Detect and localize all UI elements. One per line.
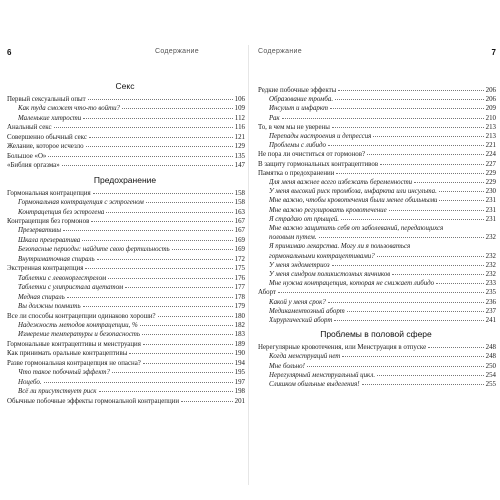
toc-entry: [256, 343, 496, 352]
toc-entry: [256, 371, 496, 380]
toc-entry-title: Я принимаю лекарства. Могу ли я пользоваться: [269, 243, 411, 251]
toc-entry: [256, 178, 496, 187]
toc-entry: [256, 114, 496, 123]
toc-entry: [5, 387, 245, 396]
toc-entry-title: Медная спираль: [18, 293, 65, 301]
toc-entry: [5, 152, 245, 161]
toc-entry-page: 169: [234, 236, 245, 244]
toc-section-title: Проблемы в половой сфере: [320, 329, 432, 340]
leader-dots: [125, 287, 232, 288]
toc-entry-page: 129: [234, 143, 245, 151]
toc-entry-page: 112: [234, 114, 245, 122]
toc-entry-title: Для меня важнее всего избежать беременности: [269, 179, 413, 187]
toc-entry-title: Все ли способы контрацепции одинаково хороши?: [7, 312, 156, 320]
toc-entry-title: У меня высокий риск тромбоза, инфаркта или инсульта.: [269, 188, 437, 196]
toc-entry-page: 135: [234, 152, 245, 160]
right-running-head: [256, 48, 496, 60]
page-gutter: [248, 45, 249, 485]
toc-entry: [5, 142, 245, 151]
toc-entry-page: 241: [485, 317, 496, 325]
toc-entry-title: Контрацепция без эстрогена: [18, 208, 105, 216]
leader-dots: [332, 127, 484, 128]
toc-entry-title: Таблетки с левоноргестрелом: [18, 274, 107, 282]
toc-entry-title: Мне важно защитить себя от заболеваний, передающихся: [269, 225, 444, 233]
toc-entry-title: Желание, которое исчезло: [7, 143, 84, 151]
toc-entry: [256, 252, 496, 261]
toc-entry-title: Слишком обильные выделения!: [269, 381, 360, 389]
leader-dots: [330, 108, 484, 109]
toc-entry: [256, 362, 496, 371]
toc-entry-page: 232: [485, 261, 496, 269]
toc-entry-page: 194: [234, 359, 245, 367]
leader-dots: [112, 372, 233, 373]
toc-entry: [256, 224, 496, 233]
toc-entry: [256, 86, 496, 95]
toc-entry-page: 232: [485, 271, 496, 279]
leader-dots: [319, 237, 484, 238]
left-page-number: 6: [7, 48, 12, 57]
toc-entry-title: Большое «О»: [7, 152, 47, 160]
toc-entry: [5, 293, 245, 302]
toc-entry-page: 163: [234, 208, 245, 216]
leader-dots: [373, 136, 483, 137]
leader-dots: [129, 353, 232, 354]
toc-entry: [5, 208, 245, 217]
right-page-number: 7: [491, 48, 496, 57]
toc-entry-title: Проблемы с либидо: [269, 142, 326, 150]
toc-entry-title: Обычные побочные эффекты гормональной контрацепции: [7, 397, 180, 405]
toc-entry-page: 236: [485, 298, 496, 306]
leader-dots: [86, 146, 233, 147]
toc-entry-title: «Библия оргазма»: [7, 162, 60, 170]
leader-dots: [85, 268, 232, 269]
leader-dots: [342, 356, 483, 357]
leader-dots: [108, 278, 232, 279]
toc-entry-page: 178: [234, 293, 245, 301]
toc-entry-title: У меня синдром поликистозных яичников: [269, 271, 391, 279]
toc-entry: [256, 150, 496, 159]
leader-dots: [122, 108, 233, 109]
leader-dots: [282, 118, 484, 119]
toc-entry: [5, 312, 245, 321]
toc-entry: [5, 189, 245, 198]
toc-entry-page: 210: [485, 114, 496, 122]
leader-dots: [62, 165, 233, 166]
toc-entry-page: 147: [234, 162, 245, 170]
toc-entry: [5, 226, 245, 235]
toc-entry-title: Шкала презерватива: [18, 236, 81, 244]
toc-entry: [5, 114, 245, 123]
leader-dots: [67, 297, 233, 298]
leader-dots: [93, 193, 233, 194]
toc-entry-title: В защиту гормональных контрацептивов: [258, 160, 379, 168]
toc-entry-page: 231: [485, 206, 496, 214]
toc-entry: [5, 217, 245, 226]
toc-entry: [256, 298, 496, 307]
toc-entry-title: Экстренная контрацепция: [7, 265, 84, 273]
toc-entry-page: 213: [485, 133, 496, 141]
toc-entry: [256, 380, 496, 389]
toc-entry-title: Какой у меня срок?: [269, 298, 326, 306]
toc-entry-page: 179: [234, 303, 245, 311]
toc-entry-title: Нерегулярные кровотечения, или Менструация в отпуске: [258, 344, 427, 352]
toc-entry-page: 106: [234, 96, 245, 103]
toc-entry-title: Надежность методов контрацепции, %: [18, 321, 138, 329]
toc-entry-title: гормональными контрацептивами?: [269, 252, 375, 260]
toc-entry-page: 177: [234, 284, 245, 292]
toc-entry: [256, 270, 496, 279]
toc-entry-title: Таблетки с улипристала ацетатом: [18, 284, 124, 292]
toc-entry: [5, 255, 245, 264]
toc-entry-page: 206: [485, 96, 496, 104]
toc-entry: [256, 187, 496, 196]
toc-entry-title: Маленькие хитрости: [18, 114, 82, 122]
toc-entry-title: Медикаментозный аборт: [269, 307, 345, 315]
toc-entry-title: Мне больно!: [269, 362, 305, 370]
toc-section-title: Секс: [115, 81, 135, 91]
toc-entry-title: Когда менструаций нет: [269, 353, 341, 361]
toc-entry-page: 254: [485, 371, 496, 379]
toc-entry-title: Совершенно обычный секс: [7, 133, 87, 141]
toc-entry: [5, 104, 245, 113]
toc-entry-title: Мне нужна контрацепция, которая не снижает либидо: [269, 280, 435, 288]
toc-entry: [256, 104, 496, 113]
leader-dots: [48, 156, 232, 157]
toc-entry-page: 248: [485, 344, 496, 352]
toc-entry-page: 182: [234, 321, 245, 329]
leader-dots: [143, 363, 233, 364]
toc-entry-title: Презервативы: [18, 227, 62, 235]
toc-entry-title: Как принимать оральные контрацептивы: [7, 350, 128, 358]
toc-entry: [256, 95, 496, 104]
toc-entry-page: 189: [234, 340, 245, 348]
left-running-title: Содержание: [155, 48, 199, 55]
left-running-head: [5, 48, 245, 60]
leader-dots: [392, 274, 483, 275]
toc-entry-page: 250: [485, 362, 496, 370]
toc-entry: [5, 302, 245, 311]
toc-entry: [256, 132, 496, 141]
toc-entry-page: 201: [234, 397, 245, 405]
leader-dots: [91, 221, 232, 222]
leader-dots: [83, 118, 233, 119]
leader-dots: [142, 334, 233, 335]
toc-entry-page: 158: [234, 199, 245, 207]
leader-dots: [332, 265, 484, 266]
toc-entry: [256, 288, 496, 297]
toc-entry-title: Ноцебо.: [18, 378, 42, 386]
leader-dots: [181, 401, 233, 402]
leader-dots: [63, 230, 233, 231]
toc-entry-title: Разве гормональная контрацепция не опасна?: [7, 359, 141, 367]
leader-dots: [336, 173, 483, 174]
right-running-title: Содержание: [258, 48, 302, 55]
toc-entry-title: Нерегулярный менструальный цикл.: [269, 371, 376, 379]
leader-dots: [338, 90, 483, 91]
leader-dots: [83, 306, 233, 307]
leader-dots: [428, 347, 484, 348]
toc-entry-title: Измерение температуры и безопасность: [18, 331, 140, 339]
right-page: [256, 0, 496, 500]
toc-entry-title: Я страдаю от прыщей.: [269, 215, 339, 223]
toc-entry: [256, 123, 496, 132]
toc-entry: [5, 123, 245, 132]
toc-section-title: Предохранение: [93, 174, 157, 185]
toc-entry: [5, 264, 245, 273]
toc-entry: [256, 316, 496, 325]
toc-entry: [256, 196, 496, 205]
toc-entry-title: Вы должны помнить: [18, 303, 81, 311]
toc-entry-title: половым путем.: [269, 234, 317, 242]
toc-entry-title: Что такое побочный эффект?: [18, 369, 110, 377]
toc-entry-page: 176: [234, 274, 245, 282]
toc-entry-page: 197: [234, 378, 245, 386]
toc-entry-title: Как туда сможет что-то войти?: [18, 105, 120, 113]
leader-dots: [414, 182, 484, 183]
toc-entry-page: 206: [485, 87, 496, 94]
toc-entry: [5, 359, 245, 368]
toc-entry-page: 233: [485, 280, 496, 288]
toc-entry: [5, 274, 245, 283]
toc-entry-title: У меня эндометриоз: [269, 261, 330, 269]
leader-dots: [389, 210, 484, 211]
leader-dots: [377, 256, 484, 257]
toc-entry-page: 235: [485, 289, 496, 297]
toc-entry-title: Памятка о предохранении: [258, 169, 335, 177]
leader-dots: [328, 145, 484, 146]
leader-dots: [158, 316, 233, 317]
toc-entry-page: 158: [234, 189, 245, 197]
leader-dots: [436, 283, 484, 284]
leader-dots: [367, 154, 484, 155]
toc-entry-title: Не пора ли очиститься от гормонов?: [258, 151, 366, 159]
toc-entry: [5, 368, 245, 377]
toc-entry-page: 229: [485, 179, 496, 187]
toc-entry-page: 169: [234, 246, 245, 254]
toc-entry-title: Аборт: [258, 289, 276, 297]
toc-entry-title: Гормональная контрацепция: [7, 189, 91, 197]
toc-entry-page: 255: [485, 381, 496, 389]
toc-entry-page: 116: [234, 124, 245, 132]
toc-entry-page: 121: [234, 133, 245, 141]
toc-entry-page: 248: [485, 353, 496, 361]
toc-entry-title: Редкие побочные эффекты: [258, 87, 337, 94]
toc-entry: [256, 215, 496, 224]
toc-entry-title: Всё ли присутствует риск: [18, 388, 97, 396]
leader-dots: [341, 219, 484, 220]
leader-dots: [172, 249, 233, 250]
toc-entry-page: 195: [234, 369, 245, 377]
toc-entry-title: Гормональные контрацептивы и менструация: [7, 340, 141, 348]
toc-entry-title: Хирургический аборт: [269, 317, 333, 325]
toc-entry: [5, 236, 245, 245]
toc-entry-page: 183: [234, 331, 245, 339]
toc-entry-page: 190: [234, 350, 245, 358]
left-toc: [5, 80, 245, 406]
toc-entry: [5, 397, 245, 406]
toc-entry: [256, 233, 496, 242]
toc-entry: [5, 349, 245, 358]
toc-entry-title: Контрацепция без гормонов: [7, 217, 90, 225]
toc-entry-page: 221: [485, 142, 496, 150]
leader-dots: [143, 344, 233, 345]
toc-entry-title: Мне важно, чтобы кровотечения были менее обильными: [269, 197, 438, 205]
toc-entry: [5, 95, 245, 104]
toc-entry-page: 231: [485, 215, 496, 223]
toc-entry-title: Мне важно регулировать кровотечение: [269, 206, 387, 214]
leader-dots: [54, 127, 233, 128]
leader-dots: [44, 382, 233, 383]
toc-entry-page: 172: [234, 255, 245, 263]
leader-dots: [307, 366, 484, 367]
toc-entry: [256, 307, 496, 316]
toc-entry: [256, 242, 496, 251]
toc-entry-page: 232: [485, 252, 496, 260]
leader-dots: [89, 137, 233, 138]
toc-entry: [5, 330, 245, 339]
toc-entry-page: 167: [234, 217, 245, 225]
leader-dots: [99, 391, 233, 392]
toc-entry-title: Анальный секс: [7, 124, 52, 132]
toc-entry: [5, 283, 245, 292]
leader-dots: [88, 99, 233, 100]
left-page: [5, 0, 245, 500]
toc-entry-title: Первый сексуальный опыт: [7, 96, 86, 103]
toc-entry: [256, 160, 496, 169]
toc-entry-title: Рак: [269, 114, 280, 122]
toc-entry-page: 237: [485, 307, 496, 315]
leader-dots: [278, 292, 484, 293]
toc-entry-title: Перепады настроения и депрессия: [269, 133, 372, 141]
toc-entry-page: 198: [234, 388, 245, 396]
leader-dots: [82, 240, 232, 241]
toc-entry-page: 231: [485, 197, 496, 205]
toc-entry: [5, 340, 245, 349]
toc-entry: [256, 352, 496, 361]
toc-entry-title: Внутриматочная спираль: [18, 255, 95, 263]
leader-dots: [140, 325, 233, 326]
toc-entry: [256, 141, 496, 150]
toc-entry: [5, 198, 245, 207]
leader-dots: [439, 191, 484, 192]
toc-entry-page: 109: [234, 105, 245, 113]
leader-dots: [328, 302, 484, 303]
toc-entry-page: 232: [485, 234, 496, 242]
toc-entry: [5, 378, 245, 387]
toc-entry: [5, 161, 245, 170]
toc-entry-page: 213: [485, 123, 496, 131]
toc-entry-page: 229: [485, 169, 496, 177]
toc-entry-title: Инсульт и инфаркт: [269, 105, 328, 113]
toc-entry: [256, 261, 496, 270]
toc-entry-title: Гормональная контрацепция с эстрогеном: [18, 199, 144, 207]
toc-entry-page: 180: [234, 312, 245, 320]
toc-entry: [5, 321, 245, 330]
toc-entry-page: 224: [485, 151, 496, 159]
toc-entry-page: 209: [485, 105, 496, 113]
right-toc: [256, 86, 496, 389]
toc-entry-title: То, в чем мы не уверены: [258, 123, 330, 131]
leader-dots: [106, 212, 232, 213]
toc-entry-title: Безопасные периоды: найдите свою фертильность: [18, 246, 170, 254]
toc-entry: [5, 133, 245, 142]
toc-entry-page: 230: [485, 188, 496, 196]
toc-entry-page: 167: [234, 227, 245, 235]
leader-dots: [439, 200, 483, 201]
toc-entry: [256, 279, 496, 288]
toc-entry-page: 175: [234, 265, 245, 273]
toc-entry-title: Образование тромба.: [269, 96, 334, 104]
leader-dots: [347, 311, 484, 312]
leader-dots: [146, 202, 233, 203]
leader-dots: [335, 99, 484, 100]
leader-dots: [380, 164, 484, 165]
leader-dots: [97, 259, 233, 260]
leader-dots: [334, 320, 483, 321]
leader-dots: [377, 375, 484, 376]
toc-entry: [256, 206, 496, 215]
toc-entry: [256, 169, 496, 178]
toc-entry: [5, 245, 245, 254]
toc-entry-page: 227: [485, 160, 496, 168]
leader-dots: [362, 384, 484, 385]
